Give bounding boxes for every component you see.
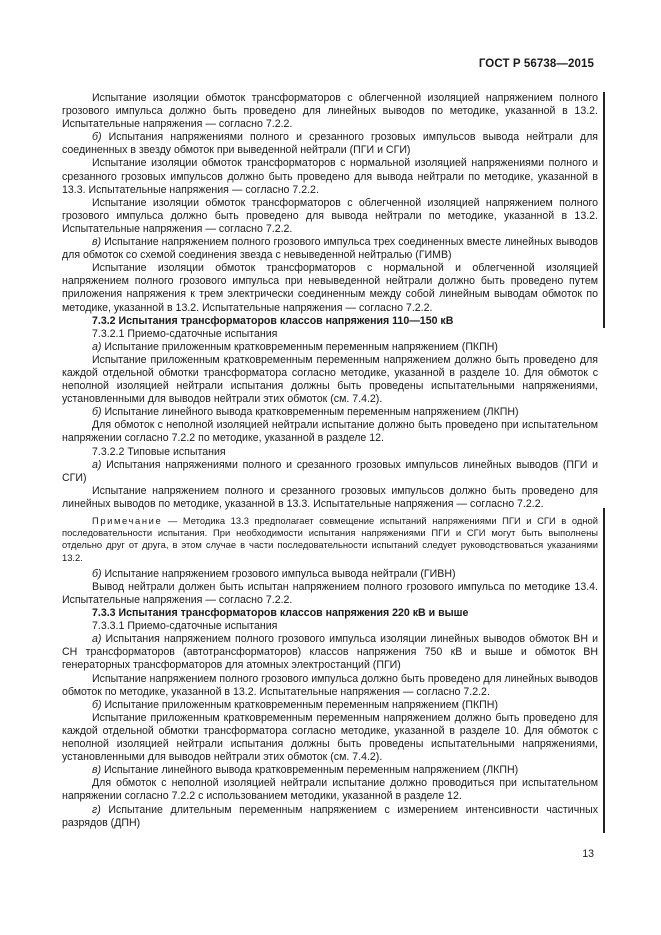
list-item-label: а) xyxy=(92,340,102,353)
page-body xyxy=(62,92,598,830)
paragraph-text: 7.3.3.1 Приемо-сдаточные испытания xyxy=(92,620,278,633)
paragraph-text: Испытание приложенным кратковременным переменным напряжением (ПКПН) xyxy=(101,340,498,353)
body-paragraph xyxy=(62,804,598,830)
body-paragraph xyxy=(62,341,598,354)
list-item-label: б) xyxy=(92,698,102,711)
paragraph-text: Испытание приложенным кратковременным переменным напряжением (ПКПН) xyxy=(101,698,498,711)
paragraph-text: Испытание изоляции обмоток трансформаторов с облегченной изоляцией напряжением полного грозового импульса должно быть проведено для линейных выводов по методике, указанной в 13.2. Испытательные напряжения — согласно 7.2.2. xyxy=(62,92,598,131)
paragraph-text: Испытание длительным переменным напряжением с измерением интенсивности частичных разрядов (ДПН) xyxy=(62,803,598,829)
body-paragraph xyxy=(62,485,598,511)
body-paragraph xyxy=(62,581,598,607)
list-item-label: г) xyxy=(92,803,101,816)
note-paragraph xyxy=(62,515,598,564)
list-item-label: б) xyxy=(92,406,102,419)
body-paragraph xyxy=(62,157,598,196)
paragraph-text: Испытание напряжением полного и срезанного грозовых импульсов должно быть проведено для линейных выводов по методике, указанной в 13.3. Испытательные напряжения — согласно 7.2.2. xyxy=(62,484,598,510)
paragraph-text: Испытание изоляции обмоток трансформаторов с нормальной изоляцией напряжениями полного и срезанного грозовых импульсов должно быть проведено для вывода нейтрали по методике, указанной в 13.3. Испытательные напряжения — согласно 7.2.2. xyxy=(62,157,598,196)
paragraph-text: Для обмоток с неполной изоляцией нейтрали испытание должно быть проведено при испытательном напряжении согласно 7.2.2 по методике, указанной в разделе 12. xyxy=(62,419,598,445)
list-item-label: в) xyxy=(92,764,102,777)
body-paragraph xyxy=(62,777,598,803)
paragraph-text: Испытание изоляции обмоток трансформаторов с нормальной и облегченной изоляцией напряжением полного грозового импульса при невыведенной нейтрали должно быть проведено путем приложения напряжения к трем электрически соединенным между собой линейным выводам обмоток по методике, указанной в 13.2. Испытательные напряжения — согласно 7.2.2. xyxy=(62,262,598,314)
paragraph-text: Испытание напряжением полного грозового импульса трех соединенных вместе линейных выводов для обмоток со схемой соединения звезда с невыведенной нейтралью (ГИМВ) xyxy=(62,236,598,262)
note-text: — Методика 13.3 предполагает совмещение испытаний напряжениями ПГИ и СГИ в одной последовательности испытания. При необходимости испытания напряжениями ПГИ и СГИ могут быть выполнены отдельно друг от друга, в этом случае в части последовательности испытаний следует руководствоваться указаниями 13.2. xyxy=(62,515,598,563)
body-paragraph xyxy=(62,673,598,699)
paragraph-text: 7.3.2.1 Приемо-сдаточные испытания xyxy=(92,327,278,340)
list-item-label: б) xyxy=(92,567,102,580)
body-paragraph xyxy=(62,197,598,236)
paragraph-text: Испытание приложенным кратковременным переменным напряжением должно быть проведено для каждой отдельной обмотки трансформатора согласно методике, указанной в разделе 10. Для обмоток с неполной изоляцией нейтрали испытания должны быть проведены испытательными напряжениями, установленными для выводов нейтрали этих обмоток (см. 7.4.2). xyxy=(62,353,598,406)
list-item-label: в) xyxy=(92,236,102,249)
body-paragraph xyxy=(62,459,598,485)
body-paragraph xyxy=(62,406,598,419)
body-paragraph xyxy=(62,262,598,314)
paragraph-text: Испытание приложенным кратковременным переменным напряжением должно быть проведено для каждой отдельной обмотки трансформатора согласно методике, указанной в разделе 10. Для обмоток с неполной изоляцией нейтрали испытания должны быть проведены испытательными напряжениями, установленными для выводов нейтрали этих обмоток (см. 7.4.2). xyxy=(62,711,598,764)
body-paragraph xyxy=(62,699,598,712)
paragraph-text: Испытание изоляции обмоток трансформаторов с облегченной изоляцией напряжением полного грозового импульса должно быть проведено для вывода нейтрали по методике, указанной в 13.2. Испытательные напряжения — согласно 7.2.2. xyxy=(62,196,598,235)
list-item-label: а) xyxy=(92,458,102,471)
section-heading xyxy=(62,315,598,328)
body-paragraph xyxy=(62,419,598,445)
body-paragraph xyxy=(62,354,598,406)
body-paragraph xyxy=(62,446,598,459)
paragraph-text: Для обмоток с неполной изоляцией нейтрали испытание должно проводиться при испытательном напряжении согласно 7.2.2 с использованием методики, указанной в разделе 12. xyxy=(62,777,598,803)
paragraph-text: Вывод нейтрали должен быть испытан напряжением полного грозового импульса по методике 13.4. Испытательные напряжения — согласно 7.2.2. xyxy=(62,580,598,606)
paragraph-text: Испытания напряжениями полного и срезанного грозовых импульсов линейных выводов (ПГИ и СГИ) xyxy=(62,458,598,484)
body-paragraph xyxy=(62,712,598,764)
page-number: 13 xyxy=(582,848,594,860)
paragraph-text: Испытание напряжением полного грозового импульса должно быть проведено для линейных выводов обмоток по методике, указанной в 13.2. Испытательные напряжения — согласно 7.2.2. xyxy=(62,672,598,698)
body-paragraph xyxy=(62,568,598,581)
body-paragraph xyxy=(62,131,598,157)
section-heading xyxy=(62,607,598,620)
document-header: ГОСТ Р 56738—2015 xyxy=(478,58,594,70)
list-item-label: б) xyxy=(92,131,102,144)
body-paragraph xyxy=(62,620,598,633)
paragraph-text: 7.3.3 Испытания трансформаторов классов напряжения 220 кВ и выше xyxy=(92,607,469,620)
paragraph-text: 7.3.2.2 Типовые испытания xyxy=(92,445,226,458)
body-paragraph xyxy=(62,764,598,777)
note-label: Примечание xyxy=(92,515,163,526)
paragraph-text: Испытание линейного вывода кратковременным переменным напряжением (ЛКПН) xyxy=(101,406,519,419)
paragraph-text: 7.3.2 Испытания трансформаторов классов напряжения 110—150 кВ xyxy=(92,314,454,327)
paragraph-text: Испытания напряжениями полного и срезанного грозовых импульсов вывода нейтрали для соединенных в звезду обмоток при выведенной нейтрали (ПГИ и СГИ) xyxy=(62,131,598,157)
paragraph-text: Испытание линейного вывода кратковременным переменным напряжением (ЛКПН) xyxy=(101,764,519,777)
paragraph-text: Испытание напряжением грозового импульса вывода нейтрали (ГИВН) xyxy=(101,567,456,580)
revision-bar-bottom xyxy=(603,508,605,833)
paragraph-text: Испытания напряжением полного грозового импульса изоляции линейных выводов обмоток ВН и СН трансформаторов (автотрансформаторов) классов напряжения 750 кВ и выше и обмоток ВН генераторных трансформаторов для атомных электростанций (ПГИ) xyxy=(62,633,598,672)
body-paragraph xyxy=(62,633,598,672)
body-paragraph xyxy=(62,236,598,262)
body-paragraph xyxy=(62,92,598,131)
revision-bar-top xyxy=(603,92,605,328)
list-item-label: а) xyxy=(92,633,102,646)
body-paragraph xyxy=(62,328,598,341)
